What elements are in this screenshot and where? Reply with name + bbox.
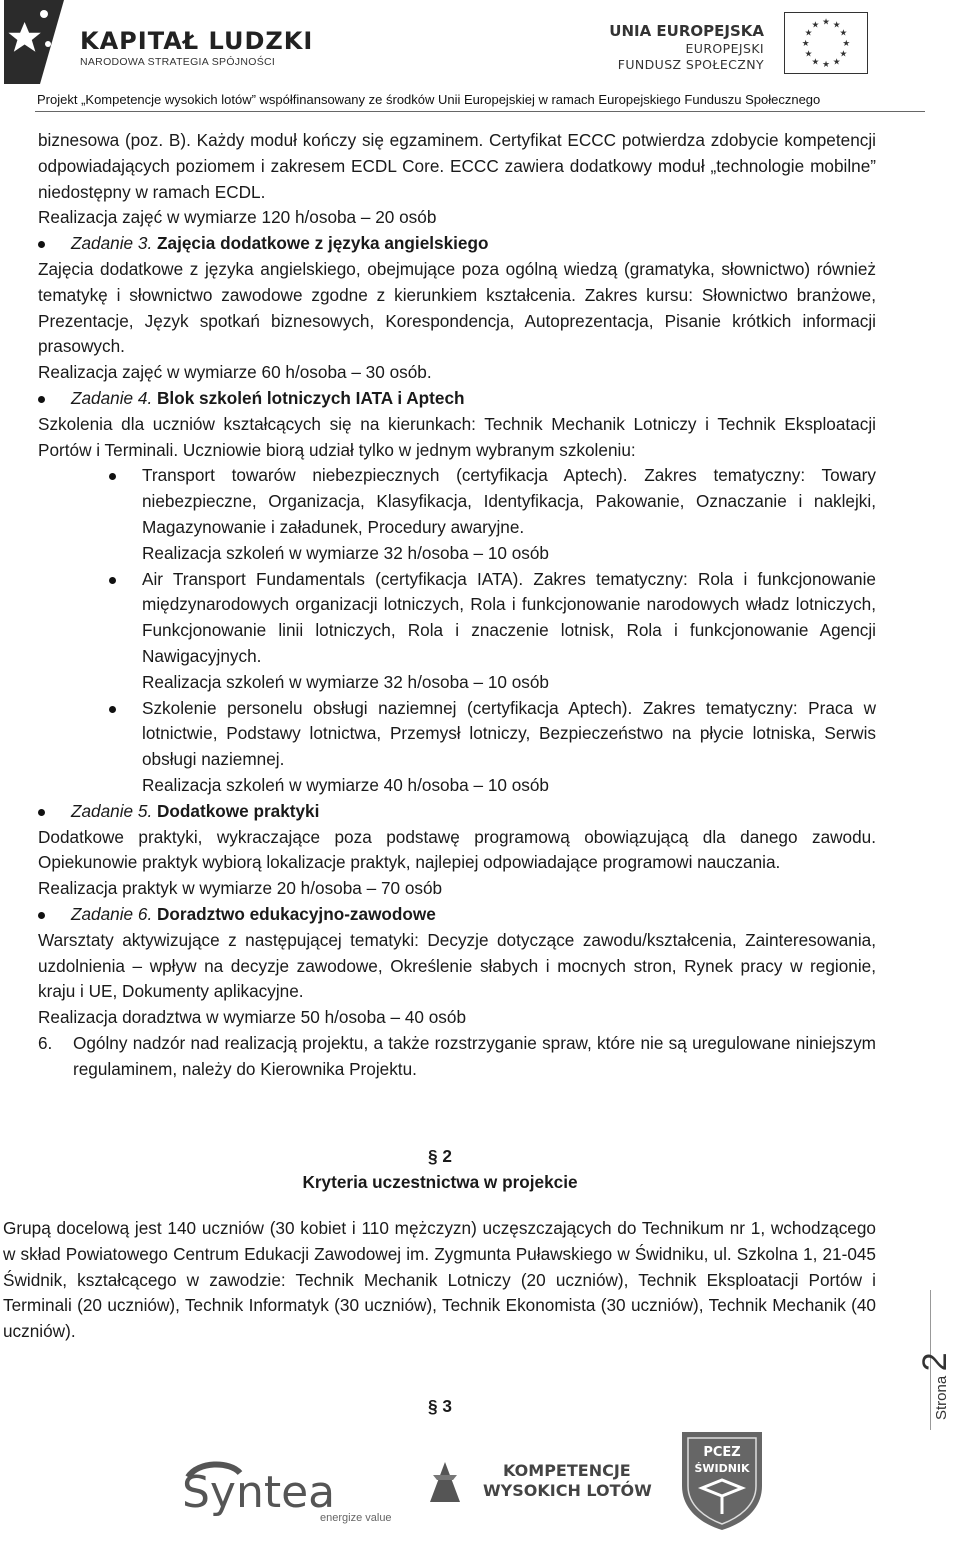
kapital-ludzki-logo-icon xyxy=(4,0,76,84)
svg-text:★: ★ xyxy=(811,57,820,68)
task-6-realizacja: Realizacja doradztwa w wymiarze 50 h/osoba – 40 osób xyxy=(38,1007,467,1028)
task-5-label: Zadanie 5. xyxy=(71,800,153,821)
syntea-logo-icon xyxy=(170,1455,420,1525)
syntea-tagline: energize value xyxy=(320,1512,392,1524)
task-6-label: Zadanie 6. xyxy=(71,903,153,924)
task-4-text: Szkolenia dla uczniów kształcących się na kierunkach: Technik Mechanik Lotniczy i Technik Eksploatacji Portów i Terminali. Uczniowie biorą udział tylko w jednym wybranym szkoleniu: xyxy=(38,413,876,460)
kapital-ludzki-subtitle: NARODOWA STRATEGIA SPÓJNOŚCI xyxy=(80,56,276,68)
task-6-title: Doradztwo edukacyjno-zawodowe xyxy=(152,903,436,924)
section-2-body xyxy=(3,1216,876,1345)
bullet-icon xyxy=(38,912,45,919)
komp-line2: WYSOKICH LOTÓW xyxy=(483,1481,652,1500)
svg-text:★: ★ xyxy=(839,28,848,39)
task-6-heading xyxy=(38,902,876,928)
syntea-name: Syntea xyxy=(182,1467,336,1518)
page-number xyxy=(916,1340,956,1420)
eu-title: UNIA EUROPEJSKA xyxy=(609,22,764,40)
eu-text-block xyxy=(609,22,764,73)
svg-text:★: ★ xyxy=(842,38,851,49)
pcez-logo-icon xyxy=(672,1426,772,1532)
task-4-item-2 xyxy=(38,567,876,696)
task-6-text: Warsztaty aktywizujące z następującej tematyki: Decyzje dotyczące zawodu/kształcenia, Zainteresowania, uzdolnienia – wpływ na decyzje zawodowe, Określenie słabych i mocnych stron, Rynek pracy w regionie, kraju i UE, Dokumenty aplikacyjne. xyxy=(38,929,876,1002)
task-4-item-1-text: Transport towarów niebezpiecznych (certyfikacja Aptech). Zakres tematyczny: Towary niebezpieczne, Organizacja, Klasyfikacja, Identyfikacja, Pakowanie, Oznaczanie i naklejki, Magazynowanie i załadunek, Procedury awaryjne. xyxy=(142,465,876,537)
task-4-heading xyxy=(38,386,876,412)
point-6-text: Ogólny nadzór nad realizacją projektu, a także rozstrzyganie spraw, które nie są uregulowane niniejszym regulaminem, należy do Kierownika Projektu. xyxy=(73,1032,876,1079)
svg-text:★: ★ xyxy=(839,49,848,60)
kompetencje-logo-icon xyxy=(425,1440,655,1520)
task-4-item-3-realizacja: Realizacja szkoleń w wymiarze 40 h/osoba – 10 osób xyxy=(142,774,549,795)
svg-text:★: ★ xyxy=(832,20,841,31)
kapital-ludzki-text xyxy=(80,28,313,68)
task-4-item-1 xyxy=(38,463,876,566)
bullet-icon xyxy=(38,241,45,248)
intro-realizacja: Realizacja zajęć w wymiarze 120 h/osoba – 20 osób xyxy=(38,207,437,228)
komp-line1: KOMPETENCJE xyxy=(503,1461,631,1480)
pcez-line2: ŚWIDNIK xyxy=(694,1462,750,1475)
task-3-label: Zadanie 3. xyxy=(71,233,153,254)
task-5-text: Dodatkowe praktyki, wykraczające poza podstawę programową obowiązującą dla danego zawodu. Opiekunowie praktyk wybiorą lokalizacje praktyk, najlepiej odpowiadające programowi nauczania. xyxy=(38,826,876,873)
svg-text:★: ★ xyxy=(811,20,820,31)
task-3-text: Zajęcia dodatkowe z języka angielskiego, obejmujące poza ogólną wiedzą (gramatyka, słownictwo) również tematykę i słownictwo zawodowe zgodne z kierunkiem kształcenia. Zakres kursu: Słownictwo branżowe, Prezentacje, Język spotkań biznesowych, Korespondencja, Autoprezentacja, Pisanie krótkich informacji prasowych. xyxy=(38,258,876,357)
kapital-ludzki-title: KAPITAŁ LUDZKI xyxy=(80,27,314,55)
svg-text:★: ★ xyxy=(804,28,813,39)
task-4-title: Blok szkoleń lotniczych IATA i Aptech xyxy=(152,387,465,408)
pcez-line1: PCEZ xyxy=(703,1445,741,1460)
svg-text:★: ★ xyxy=(822,60,830,71)
point-6-number: 6. xyxy=(38,1032,53,1053)
section-2-title: Kryteria uczestnictwa w projekcie xyxy=(302,1172,578,1192)
eu-line3: FUNDUSZ SPOŁECZNY xyxy=(617,57,764,72)
task-3-title: Zajęcia dodatkowe z języka angielskiego xyxy=(152,233,489,254)
bullet-icon xyxy=(109,706,116,713)
task-4-item-2-text: Air Transport Fundamentals (certyfikacja IATA). Zakres tematyczny: Rola i funkcjonowanie międzynarodowych organizacji lotniczych, Rola i funkcjonowanie narodowych władz lotniczych, Funkcjonowanie linii lotniczych, Rola i znaczenie lotnisk, Rola i funkcjonowanie Agencji Nawigacyjnych. xyxy=(142,568,876,666)
intro-paragraph: biznesowa (poz. B). Każdy moduł kończy się egzaminem. Certyfikat ECCC potwierdza zdobycie kompetencji odpowiadających poziomem i zakresem ECDL Core. ECCC zawiera dodatkowy moduł „technologie mobilne” niedostępny w ramach ECDL. xyxy=(38,130,876,202)
page-word: Strona xyxy=(933,1375,950,1420)
svg-text:★: ★ xyxy=(822,17,830,28)
svg-text:★: ★ xyxy=(804,49,813,60)
bullet-icon xyxy=(38,396,45,403)
bullet-icon xyxy=(38,809,45,816)
task-5-heading xyxy=(38,799,876,825)
page-number-value: 2 xyxy=(916,1352,954,1372)
project-line: Projekt „Kompetencje wysokich lotów” współfinansowany ze środków Unii Europejskiej w ramach Europejskiego Funduszu Społecznego xyxy=(37,92,821,107)
section-2-text: Grupą docelową jest 140 uczniów (30 kobiet i 110 mężczyzn) uczęszczających do Technikum nr 1, wchodzącego w skład Powiatowego Centrum Edukacji Zawodowej im. Zygmunta Puławskiego w Świdniku, ul. Szkolna 1, 21-045 Świdnik, kształcącego w zawodzie: Technik Mechanik Lotniczy (20 uczniów), Technik Eksploatacji Portów i Terminali (20 uczniów), Technik Informatyk (30 uczniów), Technik Ekonomista (30 uczniów), Technik Mechanik (40 uczniów). xyxy=(3,1218,876,1342)
task-4-label: Zadanie 4. xyxy=(71,387,153,408)
svg-text:★: ★ xyxy=(832,57,841,68)
eu-flag-icon xyxy=(784,12,868,74)
task-3-realizacja: Realizacja zajęć w wymiarze 60 h/osoba – 30 osób. xyxy=(38,362,432,383)
task-4-item-1-realizacja: Realizacja szkoleń w wymiarze 32 h/osoba – 10 osób xyxy=(142,542,549,563)
svg-text:★: ★ xyxy=(801,38,810,49)
eu-line2: EUROPEJSKI xyxy=(685,41,764,56)
header-divider xyxy=(35,111,925,112)
main-content xyxy=(38,128,876,1082)
section-3-paragraph: § 3 xyxy=(428,1396,452,1416)
bullet-icon xyxy=(109,473,116,480)
task-4-item-3-text: Szkolenie personelu obsługi naziemnej (certyfikacja Aptech). Zakres tematyczny: Praca w lotnictwie, Podstawy lotnictwa, Przemysł lotniczy, Bezpieczeństwo na płycie lotniska, Serwis obsługi naziemnej. xyxy=(142,697,876,770)
task-4-item-3 xyxy=(38,696,876,799)
page-header xyxy=(0,0,960,112)
point-6 xyxy=(38,1031,876,1083)
section-2-paragraph: § 2 xyxy=(428,1146,452,1166)
bullet-icon xyxy=(109,577,116,584)
task-4-item-2-realizacja: Realizacja szkoleń w wymiarze 32 h/osoba – 10 osób xyxy=(142,671,549,692)
task-5-realizacja: Realizacja praktyk w wymiarze 20 h/osoba – 70 osób xyxy=(38,878,443,899)
task-3-heading xyxy=(38,231,876,257)
task-5-title: Dodatkowe praktyki xyxy=(152,800,320,821)
